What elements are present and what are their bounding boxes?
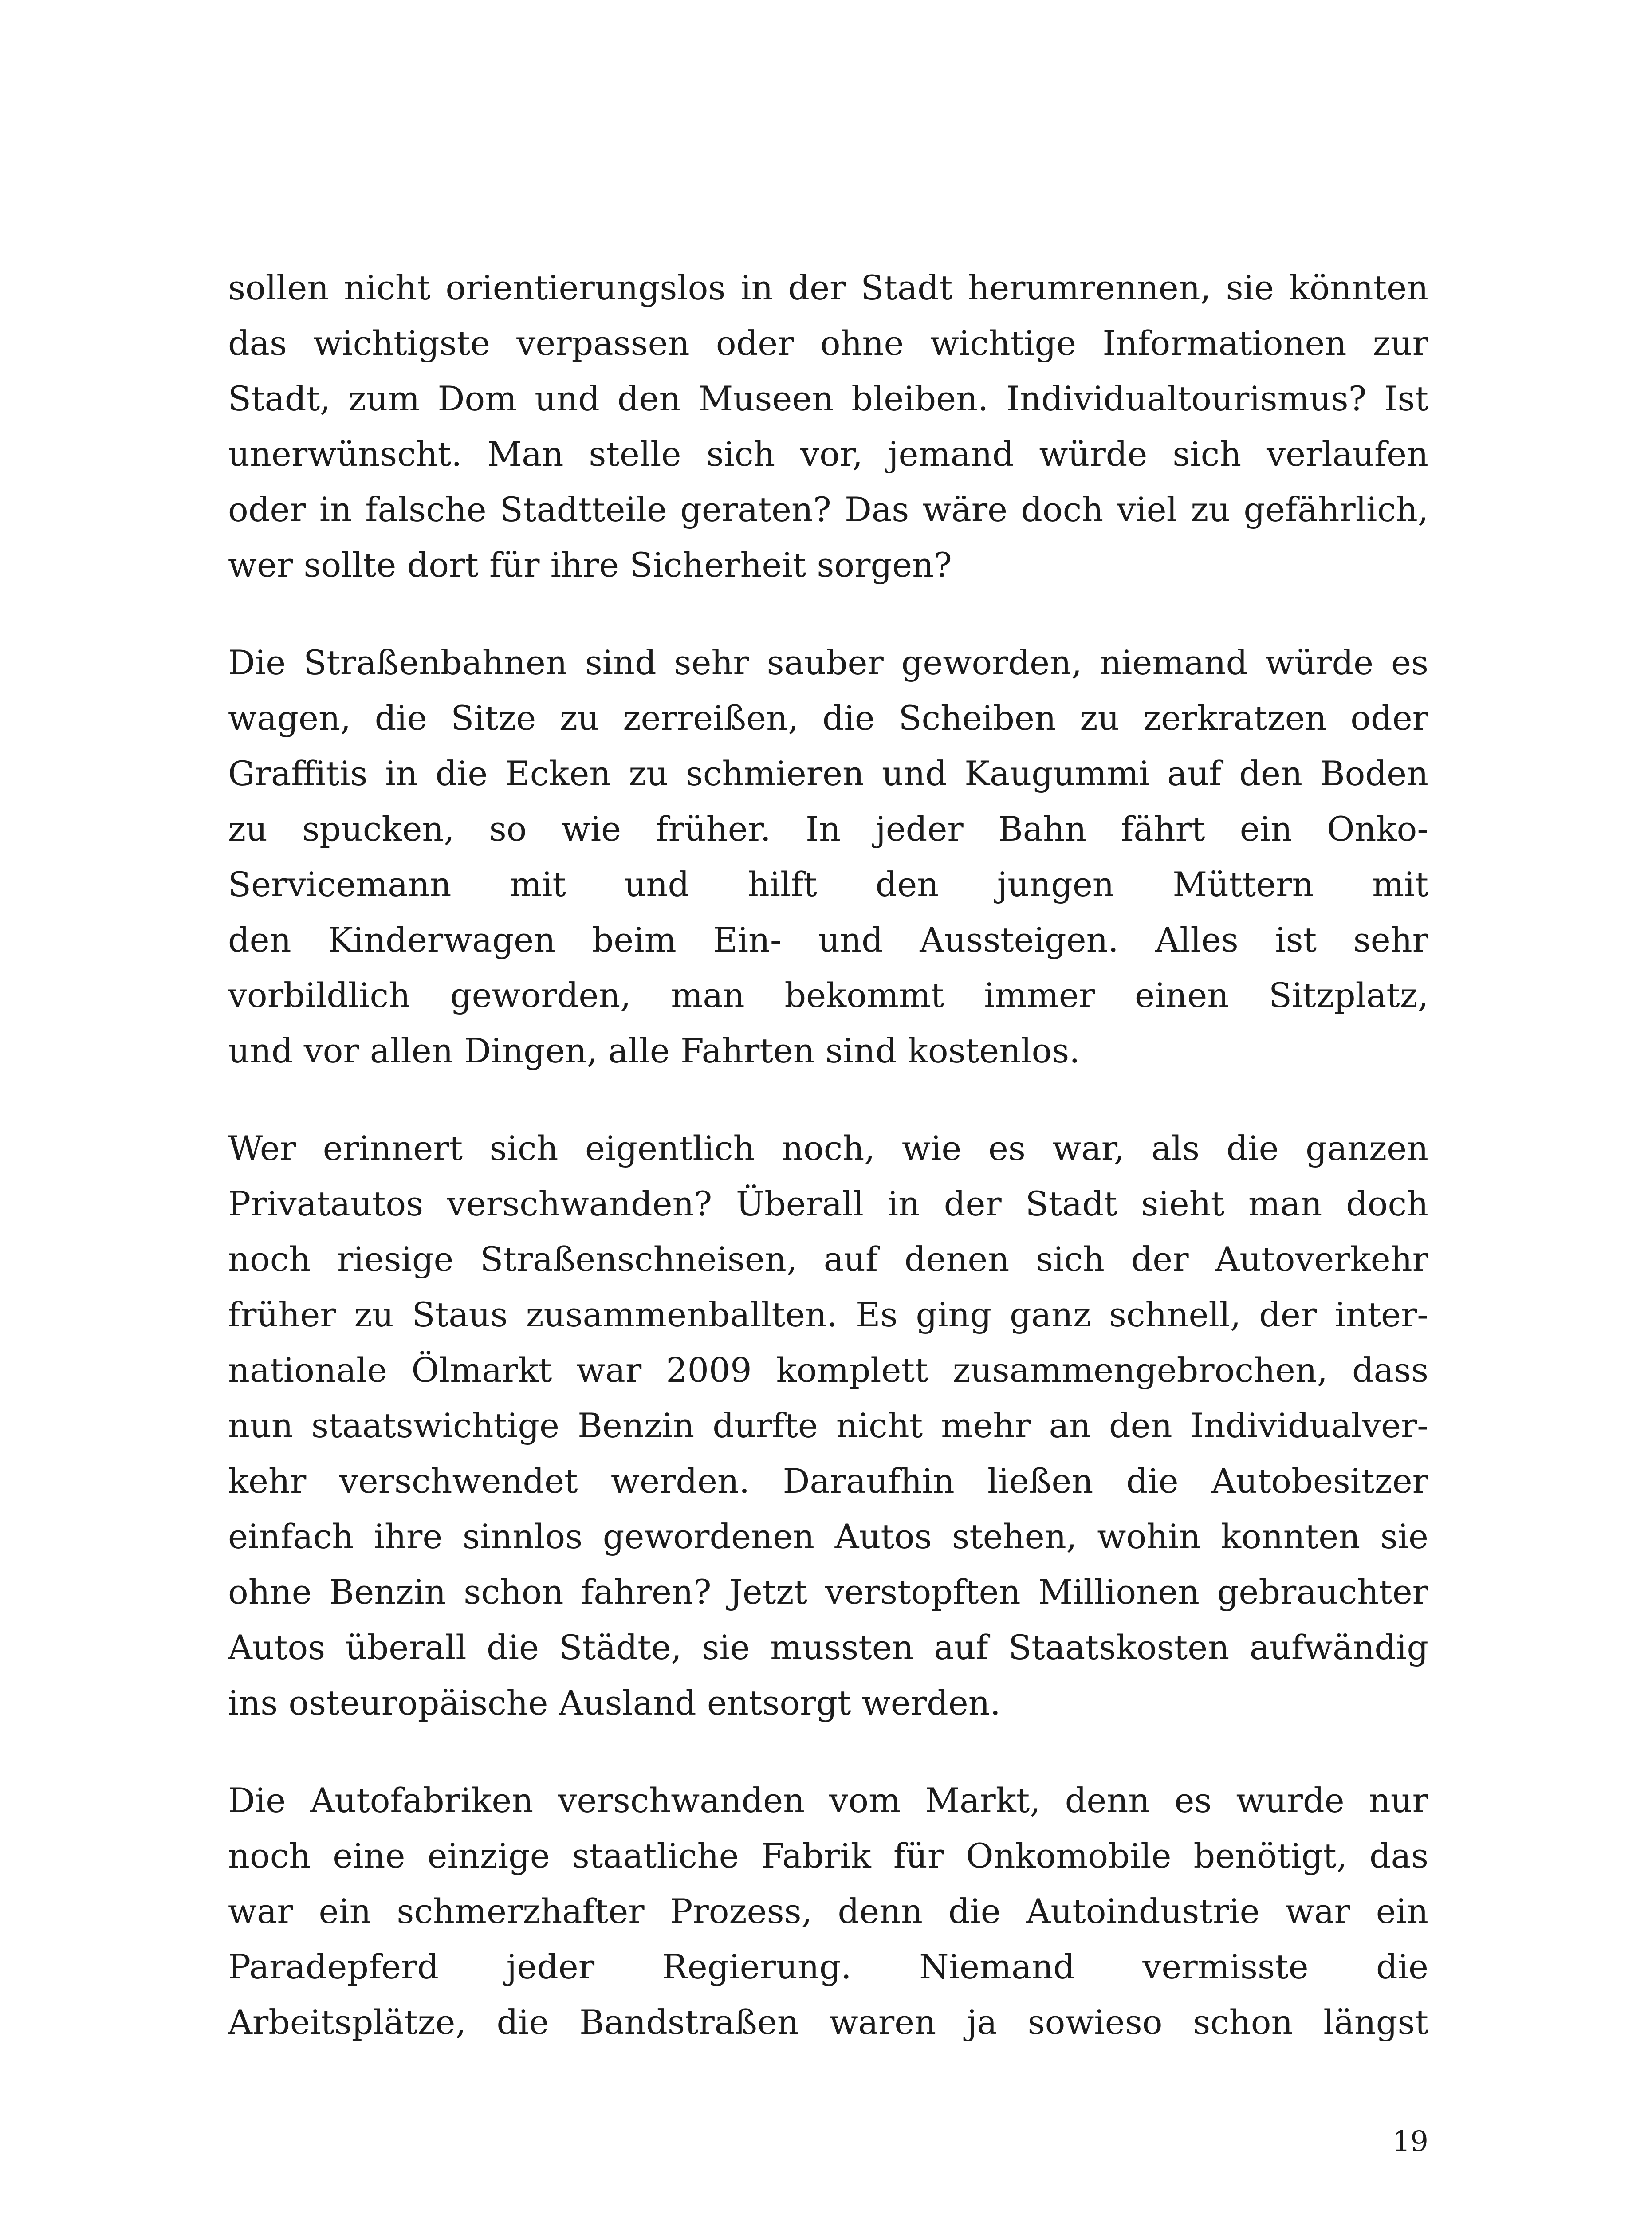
text-line: oder in falsche Stadtteile geraten? Das wäre doch viel zu gefährlich, — [228, 490, 1428, 529]
text-line: nun staatswichtige Benzin durfte nicht mehr an den Individualver- — [228, 1406, 1428, 1445]
text-line: zu spucken, so wie früher. In jeder Bahn fährt ein Onko- — [228, 809, 1428, 849]
text-line: Die Straßenbahnen sind sehr sauber geworden, niemand würde es — [228, 643, 1428, 682]
text-line: noch riesige Straßenschneisen, auf denen sich der Autoverkehr — [228, 1239, 1428, 1279]
text-line: Stadt, zum Dom und den Museen bleiben. Individualtourismus? Ist — [228, 379, 1428, 418]
paragraph-2 — [228, 635, 1428, 1078]
text-line: Die Autofabriken verschwanden vom Markt, denn es wurde nur — [228, 1781, 1428, 1820]
text-line: ins osteuropäische Ausland entsorgt werden. — [228, 1683, 1001, 1722]
text-line: noch eine einzige staatliche Fabrik für Onkomobile benötigt, das — [228, 1836, 1428, 1876]
text-line: wagen, die Sitze zu zerreißen, die Scheiben zu zerkratzen oder — [228, 698, 1428, 738]
text-line: und vor allen Dingen, alle Fahrten sind kostenlos. — [228, 1031, 1080, 1070]
page-number: 19 — [1392, 2125, 1428, 2158]
text-line: Wer erinnert sich eigentlich noch, wie es war, als die ganzen — [228, 1129, 1428, 1168]
text-line: Privatautos verschwanden? Überall in der Stadt sieht man doch — [228, 1184, 1428, 1223]
text-line: kehr verschwendet werden. Daraufhin ließen die Autobesitzer — [228, 1461, 1428, 1501]
text-line: das wichtigste verpassen oder ohne wichtige Informationen zur — [228, 323, 1428, 363]
text-line: früher zu Staus zusammenballten. Es ging ganz schnell, der inter- — [228, 1295, 1428, 1334]
text-line: Arbeitsplätze, die Bandstraßen waren ja sowieso schon längst — [228, 2002, 1428, 2042]
text-line: vorbildlich geworden, man bekommt immer einen Sitzplatz, — [228, 975, 1428, 1015]
paragraph-3 — [228, 1121, 1428, 1730]
text-line: Servicemann mit und hilft den jungen Müttern mit — [228, 865, 1428, 904]
text-line: einfach ihre sinnlos gewordenen Autos stehen, wohin konnten sie — [228, 1517, 1428, 1556]
body-text — [228, 260, 1428, 2092]
text-line: den Kinderwagen beim Ein- und Aussteigen. Alles ist sehr — [228, 920, 1428, 960]
text-line: ohne Benzin schon fahren? Jetzt verstopften Millionen gebrauchter — [228, 1572, 1428, 1612]
text-line: Graffitis in die Ecken zu schmieren und Kaugummi auf den Boden — [228, 754, 1428, 793]
paragraph-4 — [228, 1773, 1428, 2050]
text-line: Paradepferd jeder Regierung. Niemand vermisste die — [228, 1947, 1428, 1986]
text-line: unerwünscht. Man stelle sich vor, jemand würde sich verlaufen — [228, 434, 1428, 474]
paragraph-1 — [228, 260, 1428, 593]
text-line: sollen nicht orientierungslos in der Stadt herumrennen, sie könnten — [228, 268, 1428, 307]
text-line: Autos überall die Städte, sie mussten auf Staatskosten aufwändig — [228, 1628, 1428, 1667]
text-line: war ein schmerzhafter Prozess, denn die Autoindustrie war ein — [228, 1892, 1428, 1931]
text-line: nationale Ölmarkt war 2009 komplett zusammengebrochen, dass — [228, 1350, 1428, 1390]
text-line: wer sollte dort für ihre Sicherheit sorgen? — [228, 545, 952, 585]
